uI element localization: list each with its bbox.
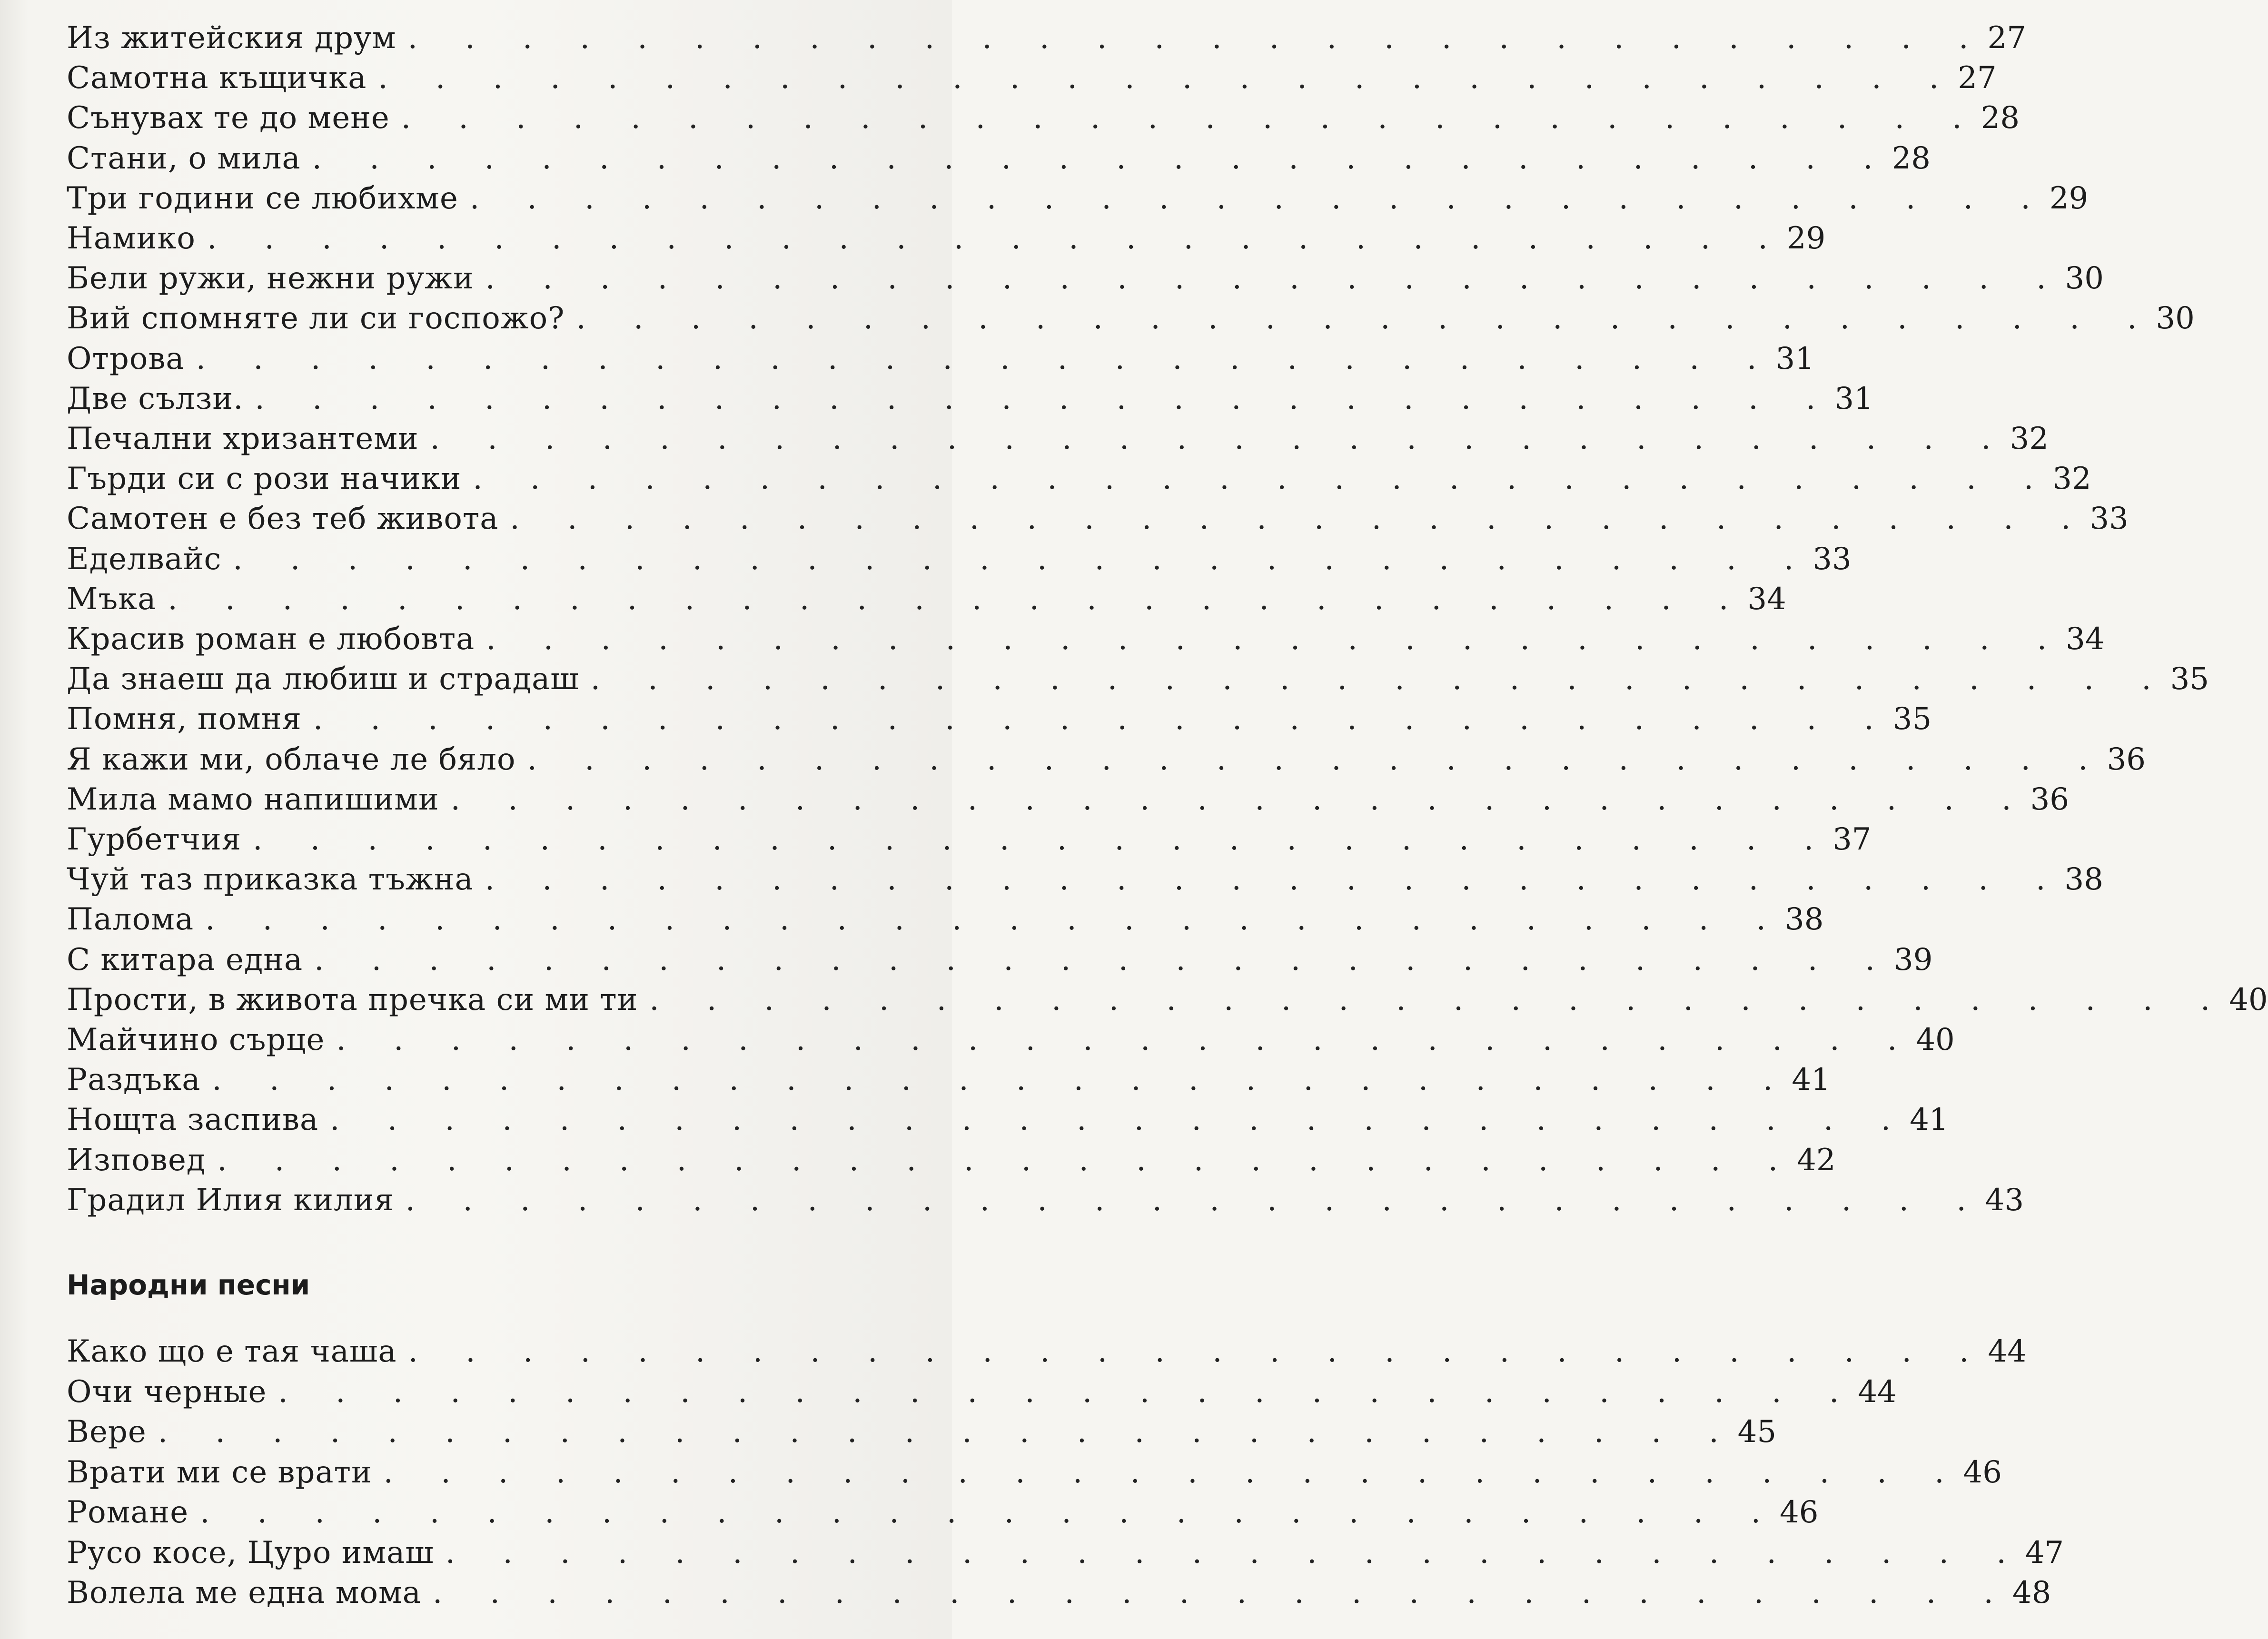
- toc-entry-page: 37: [1832, 822, 1872, 857]
- toc-entry: [67, 1141, 1836, 1179]
- toc-entry-title: Градил Илия килия: [67, 1183, 394, 1218]
- toc-entry: [67, 900, 1824, 938]
- toc-entry: [67, 1061, 1831, 1099]
- toc-entry-page: 31: [1775, 341, 1814, 376]
- toc-entry-page: 39: [1894, 942, 1933, 977]
- dot-leader: . . . . . . . . . . . . . . . . . . . . . . . . . . . .: [445, 1535, 2025, 1570]
- toc-entry-title: С китара една: [67, 942, 303, 977]
- toc-entry-title: Вере: [67, 1414, 147, 1450]
- toc-entry-title: Бели ружи, нежни ружи: [67, 261, 474, 296]
- toc-entry: [67, 540, 1852, 578]
- toc-entry-title: Еделвайс: [67, 542, 222, 577]
- toc-entry-page: 40: [2229, 982, 2268, 1017]
- toc-entry-page: 36: [2107, 742, 2146, 777]
- toc-entry-title: Намико: [67, 221, 196, 256]
- dot-leader: . . . . . . . . . . . . . . . . . . . . . . . . . . . .: [486, 622, 2066, 657]
- toc-entry-title: Помня, помня: [67, 701, 302, 737]
- toc-entry: [67, 179, 2089, 217]
- toc-entry-title: Како що е тая чаша: [67, 1334, 397, 1369]
- dot-leader: . . . . . . . . . . . . . . . . . . . . . . . . . . . .: [278, 1374, 1858, 1410]
- toc-entry-page: 38: [2064, 862, 2103, 897]
- toc-entry-page: 41: [1792, 1062, 1831, 1097]
- toc-entry-page: 35: [1892, 701, 1932, 737]
- toc-entry-page: 40: [1916, 1022, 1955, 1057]
- dot-leader: . . . . . . . . . . . . . . . . . . . . . . . . . . . .: [485, 862, 2065, 897]
- toc-entry: [67, 219, 1826, 257]
- toc-entry-page: 31: [1834, 381, 1873, 416]
- toc-entry-title: Романе: [67, 1495, 189, 1530]
- toc-entry: [67, 500, 2129, 538]
- toc-entry-title: Врати ми се врати: [67, 1455, 372, 1490]
- toc-entry-title: Я кажи ми, облаче ле бяло: [67, 742, 516, 777]
- toc-entry-title: Три години се любихме: [67, 181, 458, 216]
- toc-entry-title: Палома: [67, 902, 194, 937]
- toc-entry: [67, 380, 1873, 418]
- toc-entry-title: Сънувах те до мене: [67, 100, 390, 136]
- toc-entry-page: 35: [2170, 662, 2209, 697]
- dot-leader: . . . . . . . . . . . . . . . . . . . . . . . . . . . .: [408, 1334, 1988, 1369]
- toc-entry-page: 27: [1987, 20, 2026, 56]
- toc-entry: [67, 1413, 1777, 1451]
- toc-entry-title: Красив роман е любовта: [67, 622, 475, 657]
- toc-entry-page: 27: [1958, 60, 1997, 96]
- toc-entry-title: Да знаеш да любиш и страдаш: [67, 662, 579, 697]
- toc-entry-title: Печални хризантеми: [67, 421, 419, 456]
- toc-entry-title: Самотен е без теб живота: [67, 501, 499, 536]
- dot-leader: . . . . . . . . . . . . . . . . . . . . . . . . . . . .: [450, 782, 2030, 817]
- toc-entry: [67, 620, 2105, 658]
- toc-entry-page: 47: [2025, 1535, 2064, 1570]
- dot-leader: . . . . . . . . . . . . . . . . . . . . . . . . . . . .: [469, 181, 2050, 216]
- toc-entry-title: Стани, о мила: [67, 141, 301, 176]
- toc-entry-page: 29: [2049, 181, 2089, 216]
- toc-entry-page: 48: [2012, 1575, 2051, 1610]
- toc-entry: [67, 660, 2209, 698]
- dot-leader: . . . . . . . . . . . . . . . . . . . . . . . . . . . .: [314, 942, 1894, 977]
- toc-entry: [67, 941, 1933, 979]
- dot-leader: . . . . . . . . . . . . . . . . . . . . . . . . . . . .: [233, 542, 1813, 577]
- toc-entry-title: Нощта заспива: [67, 1102, 319, 1137]
- dot-leader: . . . . . . . . . . . . . . . . . . . . . . . . . . . .: [649, 982, 2229, 1017]
- toc-entry: [67, 580, 1786, 618]
- toc-entry: [67, 19, 2026, 57]
- dot-leader: . . . . . . . . . . . . . . . . . . . . . . . . . . . .: [485, 261, 2065, 296]
- toc-entry-title: Раздъка: [67, 1062, 201, 1097]
- toc-entry-page: 44: [1858, 1374, 1897, 1410]
- dot-leader: . . . . . . . . . . . . . . . . . . . . . . . . . . . .: [168, 582, 1748, 617]
- dot-leader: . . . . . . . . . . . . . . . . . . . . . . . . . . . .: [253, 822, 1833, 857]
- toc-entry-title: Из житейския друм: [67, 20, 396, 56]
- toc-entry: [67, 299, 2195, 337]
- dot-leader: . . . . . . . . . . . . . . . . . . . . . . . . . . . .: [407, 20, 1988, 56]
- toc-entry: [67, 860, 2103, 898]
- toc-entry: [67, 59, 1997, 97]
- toc-entry: [67, 1574, 2051, 1612]
- toc-entry: [67, 420, 2049, 458]
- toc-entry-page: 46: [1779, 1495, 1819, 1530]
- toc-entry-page: 41: [1910, 1102, 1949, 1137]
- toc-entry-title: Вий спомняте ли си госпожо?: [67, 301, 565, 336]
- toc-entry-page: 34: [2066, 622, 2105, 657]
- dot-leader: . . . . . . . . . . . . . . . . . . . . . . . . . . . .: [405, 1183, 1985, 1218]
- dot-leader: . . . . . . . . . . . . . . . . . . . . . . . . . . . .: [473, 461, 2053, 496]
- toc-entry-title: Мъка: [67, 582, 157, 617]
- toc-entry-page: 32: [2010, 421, 2049, 456]
- section-heading: Народни песни: [67, 1269, 310, 1301]
- dot-leader: . . . . . . . . . . . . . . . . . . . . . . . . . . . .: [158, 1414, 1738, 1450]
- toc-entry-page: 28: [1981, 100, 2020, 136]
- toc-entry: [67, 700, 1932, 738]
- toc-entry-page: 33: [2090, 501, 2129, 536]
- toc-entry: [67, 1373, 1897, 1411]
- toc-entry-title: Очи черные: [67, 1374, 267, 1410]
- toc-entry-page: 38: [1785, 902, 1824, 937]
- toc-entry-page: 43: [1985, 1183, 2024, 1218]
- toc-entry: [67, 1453, 2002, 1491]
- dot-leader: . . . . . . . . . . . . . . . . . . . . . . . . . . . .: [312, 141, 1892, 176]
- dot-leader: . . . . . . . . . . . . . . . . . . . . . . . . . . . .: [378, 60, 1958, 96]
- dot-leader: . . . . . . . . . . . . . . . . . . . . . . . . . . . .: [200, 1495, 1780, 1530]
- toc-entry: [67, 1021, 1955, 1059]
- toc-entry-page: 30: [2156, 301, 2195, 336]
- dot-leader: . . . . . . . . . . . . . . . . . . . . . . . . . . . .: [432, 1575, 2012, 1610]
- toc-entry: [67, 1333, 2027, 1371]
- toc-entry-title: Мила мамо напишими: [67, 782, 439, 817]
- toc-entry-page: 34: [1747, 582, 1786, 617]
- dot-leader: . . . . . . . . . . . . . . . . . . . . . . . . . . . .: [576, 301, 2156, 336]
- toc-entry: [67, 1101, 1949, 1139]
- toc-entry-page: 33: [1812, 542, 1852, 577]
- toc-entry: [67, 780, 2069, 819]
- toc-entry-page: 36: [2030, 782, 2069, 817]
- toc-entry: [67, 1493, 1819, 1531]
- dot-leader: . . . . . . . . . . . . . . . . . . . . . . . . . . . .: [510, 501, 2090, 536]
- toc-entry: [67, 1181, 2024, 1219]
- toc-entry-page: 29: [1786, 221, 1826, 256]
- toc-entry: [67, 99, 2020, 137]
- toc-entry-page: 46: [1963, 1455, 2002, 1490]
- toc-entry: [67, 820, 1872, 859]
- toc-entry-title: Прости, в живота пречка си ми ти: [67, 982, 638, 1017]
- toc-entry: [67, 460, 2091, 498]
- toc-entry-title: Русо косе, Цуро имаш: [67, 1535, 434, 1570]
- dot-leader: . . . . . . . . . . . . . . . . . . . . . . . . . . . .: [255, 381, 1835, 416]
- toc-entry-title: Гурбетчия: [67, 822, 242, 857]
- toc-entry-page: 28: [1892, 141, 1931, 176]
- dot-leader: . . . . . . . . . . . . . . . . . . . . . . . . . . . .: [330, 1102, 1910, 1137]
- toc-entry-page: 30: [2065, 261, 2104, 296]
- toc-entry-title: Гърди си с рози начики: [67, 461, 462, 496]
- toc-entry: [67, 340, 1814, 378]
- toc-entry-title: Чуй таз приказка тъжна: [67, 862, 474, 897]
- toc-entry-title: Две сълзи.: [67, 381, 244, 416]
- toc-entry: [67, 259, 2104, 297]
- toc-entry: [67, 1534, 2064, 1572]
- dot-leader: . . . . . . . . . . . . . . . . . . . . . . . . . . . .: [527, 742, 2107, 777]
- toc-entry-page: 42: [1797, 1143, 1836, 1178]
- toc-entry-title: Самотна къщичка: [67, 60, 367, 96]
- dot-leader: . . . . . . . . . . . . . . . . . . . . . . . . . . . .: [313, 701, 1893, 737]
- toc-entry-page: 32: [2052, 461, 2091, 496]
- dot-leader: . . . . . . . . . . . . . . . . . . . . . . . . . . . .: [217, 1143, 1797, 1178]
- dot-leader: . . . . . . . . . . . . . . . . . . . . . . . . . . . .: [383, 1455, 1963, 1490]
- toc-entry-page: 45: [1737, 1414, 1777, 1450]
- dot-leader: . . . . . . . . . . . . . . . . . . . . . . . . . . . .: [196, 341, 1776, 376]
- toc-entry-title: Майчино сърце: [67, 1022, 325, 1057]
- dot-leader: . . . . . . . . . . . . . . . . . . . . . . . . . . . .: [207, 221, 1787, 256]
- dot-leader: . . . . . . . . . . . . . . . . . . . . . . . . . . . .: [590, 662, 2170, 697]
- dot-leader: . . . . . . . . . . . . . . . . . . . . . . . . . . . .: [212, 1062, 1792, 1097]
- toc-entry: [67, 139, 1931, 178]
- toc-entry-title: Изповед: [67, 1143, 206, 1178]
- toc-entry-title: Отрова: [67, 341, 185, 376]
- dot-leader: . . . . . . . . . . . . . . . . . . . . . . . . . . . .: [205, 902, 1785, 937]
- toc-entry-title: Волела ме една мома: [67, 1575, 421, 1610]
- dot-leader: . . . . . . . . . . . . . . . . . . . . . . . . . . . .: [336, 1022, 1916, 1057]
- dot-leader: . . . . . . . . . . . . . . . . . . . . . . . . . . . .: [430, 421, 2010, 456]
- toc-entry: [67, 981, 2268, 1019]
- dot-leader: . . . . . . . . . . . . . . . . . . . . . . . . . . . .: [401, 100, 1981, 136]
- toc-entry-page: 44: [1988, 1334, 2027, 1369]
- toc-entry: [67, 741, 2146, 779]
